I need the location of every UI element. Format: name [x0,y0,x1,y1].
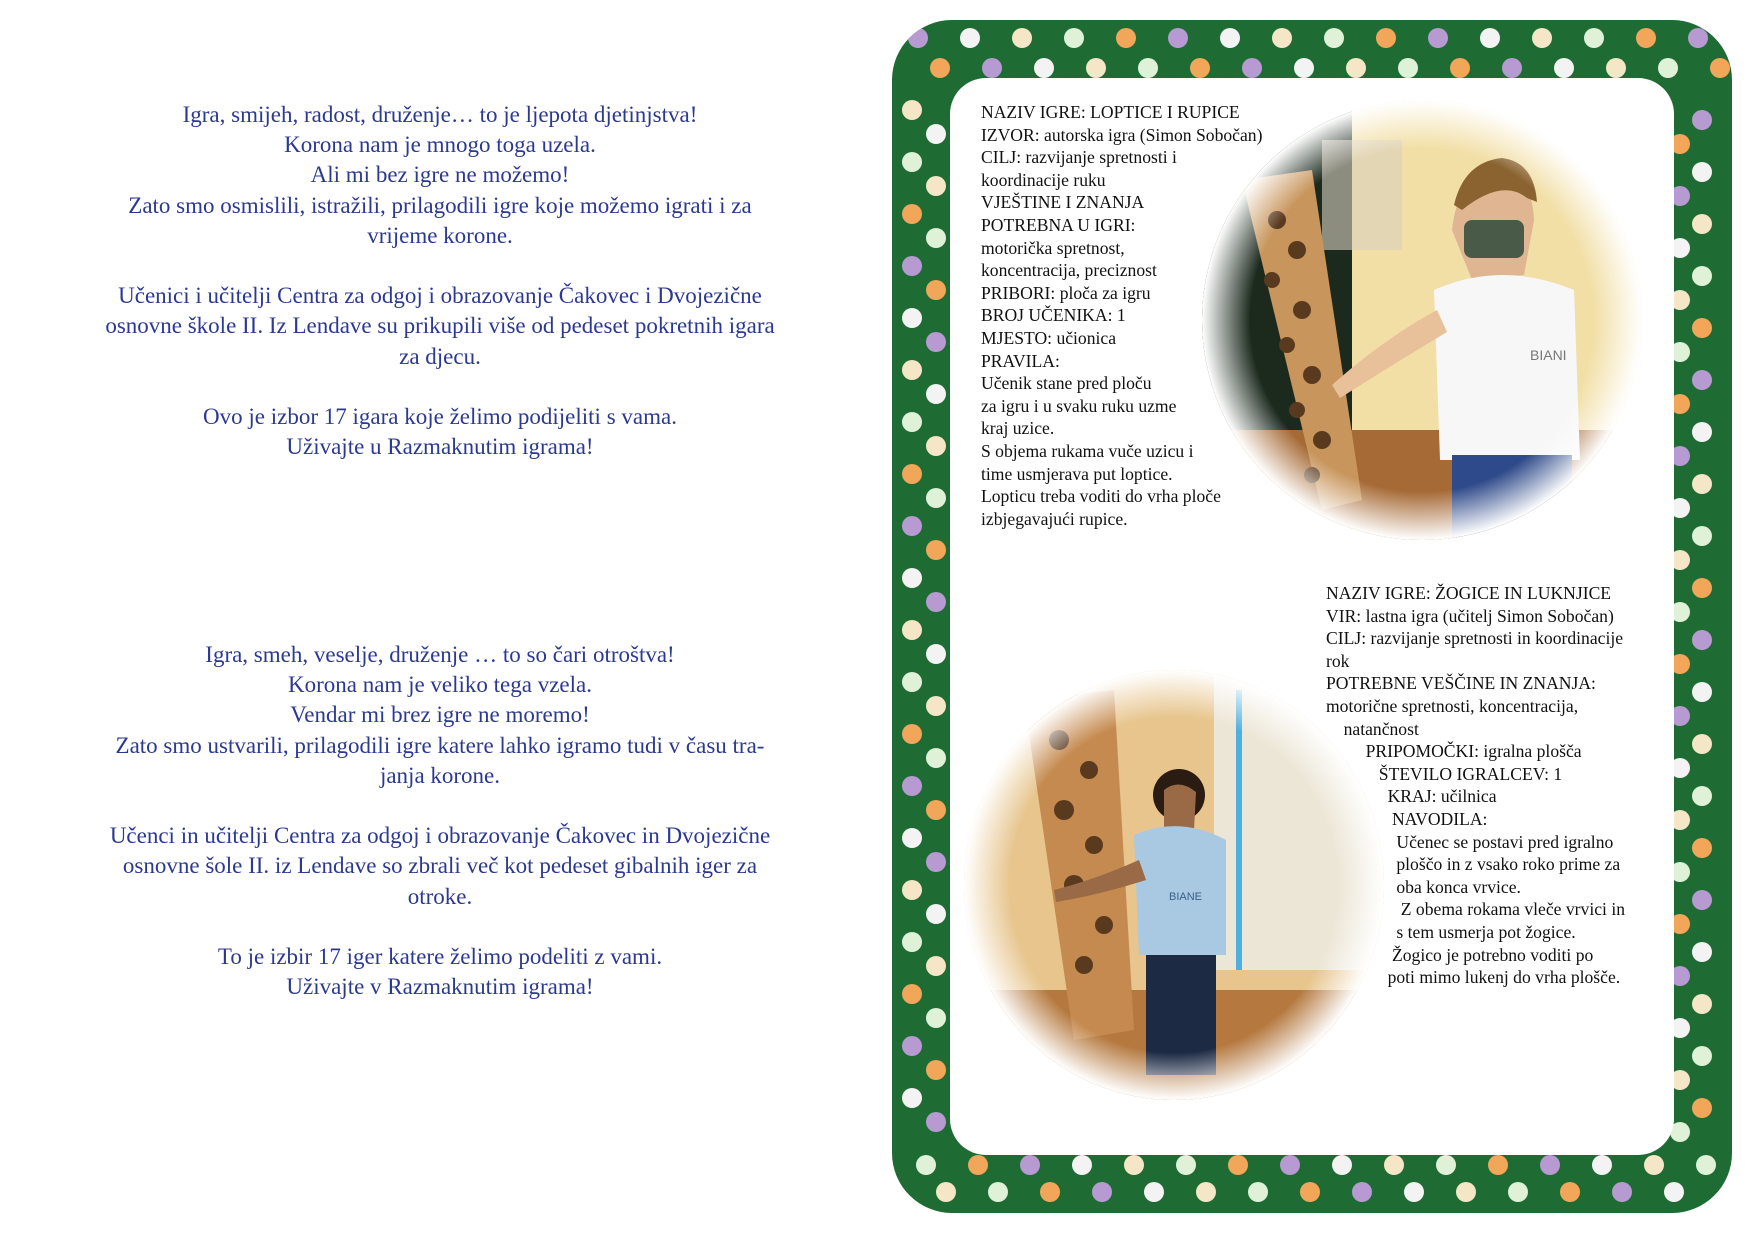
decorative-dot [1560,1182,1580,1202]
game-info-line: oba konca vrvice. [1326,876,1521,897]
decorative-dot [1696,1155,1716,1175]
decorative-dot [916,1155,936,1175]
decorative-dot [902,932,922,952]
game-info-line: NAVODILA: [1326,808,1488,829]
decorative-dot [936,1182,956,1202]
intro-line: Uživajte v Razmaknutim igrama! [286,974,594,1000]
decorative-dot [1554,58,1574,78]
decorative-dot [1352,1182,1372,1202]
decorative-dot [968,1155,988,1175]
intro-line: Korona nam je mnogo toga uzela. [284,132,596,158]
decorative-dot [926,956,946,976]
decorative-dot [1692,422,1712,442]
decorative-dot [1664,1182,1684,1202]
decorative-dot [1294,58,1314,78]
decorative-dot [902,152,922,172]
game-info-line: S objema rukama vuče uzicu i [981,440,1194,461]
intro-line: Ali mi bez igre ne možemo! [310,162,570,188]
decorative-dot [902,672,922,692]
decorative-dot [926,852,946,872]
decorative-dot [902,568,922,588]
game-info-line: PRAVILA: [981,350,1060,371]
intro-line: Zato smo osmislili, istražili, prilagodili igre koje možemo igrati i za [128,192,752,218]
decorative-dot [902,464,922,484]
decorative-dot [1688,28,1708,48]
intro-line: otroke. [407,883,473,909]
game-info-line: CILJ: razvijanje spretnosti in koordinacije [1326,628,1624,649]
decorative-dot [926,436,946,456]
decorative-dot [926,228,946,248]
decorative-dot [902,984,922,1004]
intro-line: janja korone. [379,762,501,788]
decorative-dot [926,176,946,196]
decorative-dot [1456,1182,1476,1202]
decorative-dot [902,776,922,796]
game-info-line: NAZIV IGRE: LOPTICE I RUPICE [981,102,1240,122]
game-info-line: PRIPOMOČKI: igralna plošča [1326,741,1582,762]
game-info-line: Lopticu treba voditi do vrha ploče [981,486,1221,507]
game-info-line: BROJ UČENIKA: 1 [981,305,1126,326]
decorative-dot [1092,1182,1112,1202]
decorative-dot [926,1060,946,1080]
game-info-line: ploščo in z vsako roko prime za [1326,854,1621,875]
game-info-line: rok [1326,650,1350,671]
decorative-dot [1636,28,1656,48]
decorative-dot [1124,1155,1144,1175]
game-info-line: IZVOR: autorska igra (Simon Sobočan) [981,124,1263,145]
decorative-dot [1346,58,1366,78]
intro-paragraph [60,100,820,251]
decorative-dot [1020,1155,1040,1175]
decorative-dot [1692,1098,1712,1118]
game-card [950,78,1674,1155]
decorative-dot [926,592,946,612]
decorative-dot [926,384,946,404]
decorative-dot [926,540,946,560]
decorative-dot [1242,58,1262,78]
decorative-dot [902,256,922,276]
decorative-dot [1612,1182,1632,1202]
decorative-dot [1116,28,1136,48]
decorative-dot [1692,734,1712,754]
game-info-line: VJEŠTINE I ZNANJA [981,192,1145,213]
decorative-dot [1450,58,1470,78]
decorative-dot [1692,838,1712,858]
intro-line: Igra, smijeh, radost, druženje… to je ljepota djetinjstva! [182,102,698,127]
decorative-dot [1692,110,1712,130]
decorative-dot [926,488,946,508]
game-info-line: ŠTEVILO IGRALCEV: 1 [1326,763,1563,784]
decorative-dot [902,880,922,900]
decorative-dot [902,360,922,380]
decorative-dot [1220,28,1240,48]
decorative-dot [1332,1155,1352,1175]
intro-line: Ovo je izbor 17 igara koje želimo podijeliti s vama. [203,404,677,429]
decorative-dot [926,1112,946,1132]
decorative-dot [1692,994,1712,1014]
decorative-dot [926,800,946,820]
decorative-dot [1692,214,1712,234]
intro-line: Vendar mi brez igre ne moremo! [290,702,590,728]
decorative-dot [902,828,922,848]
decorative-dot [1324,28,1344,48]
decorative-dot [1692,162,1712,182]
intro-paragraph [60,640,820,791]
decorative-dot [1508,1182,1528,1202]
decorative-dot [1168,28,1188,48]
decorative-dot [902,412,922,432]
decorative-dot [982,58,1002,78]
game-info-line: izbjegavajući rupice. [981,508,1128,529]
decorative-dot [1692,318,1712,338]
decorative-dot [1692,786,1712,806]
decorative-dot [1436,1155,1456,1175]
game-info-line: Učenik stane pred ploču [981,373,1152,394]
game-info-line: CILJ: razvijanje spretnosti i [981,147,1177,168]
intro-line: vrijeme korone. [367,222,513,248]
decorative-dot [1592,1155,1612,1175]
decorative-dot [1532,28,1552,48]
decorative-dot [1404,1182,1424,1202]
game-info-line: Z obema rokama vleče vrvici in [1326,899,1625,920]
decorative-dot [1012,28,1032,48]
decorative-dot [988,1182,1008,1202]
decorative-dot [926,1008,946,1028]
decorative-dot [930,58,950,78]
decorative-dot [1086,58,1106,78]
game-info-line: Učenec se postavi pred igralno [1326,831,1614,852]
game-info-line: POTREBNA U IGRI: [981,214,1136,235]
intro-line: Uživajte u Razmaknutim igrama! [286,434,594,460]
decorative-dot [1488,1155,1508,1175]
game-info-line: s tem usmerja pot žogice. [1326,921,1576,942]
photo-boy-at-board [1202,100,1642,540]
intro-line: osnovne šole II. iz Lendave so zbrali več kot pedeset gibalnih iger za [122,853,758,879]
decorative-dot [1176,1155,1196,1175]
croatian-intro-text [60,100,820,493]
decorative-dot [1658,58,1678,78]
intro-paragraph [60,821,820,912]
decorative-dot [1376,28,1396,48]
intro-line: To je izbir 17 iger katere želimo podeliti z vami. [217,944,663,969]
game-info-line: poti mimo lukenj do vrha plošče. [1326,967,1621,988]
decorative-dot [926,644,946,664]
intro-line: Korona nam je veliko tega vzela. [288,672,592,698]
decorative-dot [1692,266,1712,286]
decorative-dot [902,724,922,744]
decorative-dot [1190,58,1210,78]
decorative-dot [908,28,928,48]
decorative-dot [926,280,946,300]
decorative-dot [1280,1155,1300,1175]
decorative-dot [1644,1155,1664,1175]
game-info-line: kraj uzice. [981,418,1055,439]
decorative-dot [1606,58,1626,78]
decorative-dot [902,100,922,120]
decorative-dot [926,696,946,716]
game-info-line: POTREBNE VEŠČINE IN ZNANJA: [1326,673,1596,694]
decorative-dot [1692,630,1712,650]
decorative-dot [1248,1182,1268,1202]
game-info-line: NAZIV IGRE: ŽOGICE IN LUKNJICE [1326,583,1612,603]
decorative-dot [1584,28,1604,48]
game-info-line: natančnost [1326,718,1419,739]
game-info-line: MJESTO: učionica [981,327,1117,348]
game2-description [1326,582,1625,989]
game-info-line: PRIBORI: ploča za igru [981,282,1151,303]
game-info-line: motorička spretnost, [981,237,1125,258]
game-info-line: Žogico je potrebno voditi po [1326,944,1594,965]
decorative-dot [1072,1155,1092,1175]
decorative-dot [960,28,980,48]
decorative-dot [902,308,922,328]
decorative-dot [1692,890,1712,910]
decorative-dot [902,1036,922,1056]
decorative-dot [1692,1046,1712,1066]
decorative-dot [1300,1182,1320,1202]
decorative-dot [1138,58,1158,78]
decorative-dot [1480,28,1500,48]
intro-line: za djecu. [399,343,481,369]
intro-line: Igra, smeh, veselje, druženje … to so čari otroštva! [205,642,675,667]
slovenian-intro-text [60,640,820,1033]
decorative-dot [1692,370,1712,390]
decorative-dot [1034,58,1054,78]
decorative-dot [1398,58,1418,78]
decorative-dot [926,332,946,352]
decorative-dot [1692,942,1712,962]
decorative-dot [1064,28,1084,48]
photo-child-at-board [964,670,1384,1100]
decorative-dot [1540,1155,1560,1175]
decorative-dot [1144,1182,1164,1202]
intro-line: osnovne škole II. Iz Lendave su prikupili više od pedeset pokretnih igara [105,313,775,339]
decorative-dot [902,1088,922,1108]
intro-line: Učenici i učitelji Centra za odgoj i obrazovanje Čakovec i Dvojezične [118,283,762,309]
game-info-line: za igru i u svaku ruku uzme [981,395,1177,416]
decorative-dot [926,748,946,768]
decorative-dot [1692,526,1712,546]
decorative-dot [1228,1155,1248,1175]
decorative-dot [1692,474,1712,494]
polka-dot-frame [892,20,1732,1213]
decorative-dot [902,516,922,536]
decorative-dot [1040,1182,1060,1202]
decorative-dot [1710,58,1730,78]
decorative-dot [1384,1155,1404,1175]
decorative-dot [902,204,922,224]
decorative-dot [926,124,946,144]
intro-paragraph [60,281,820,372]
decorative-dot [1692,578,1712,598]
decorative-dot [902,620,922,640]
decorative-dot [1692,682,1712,702]
game-info-line: time usmjerava put loptice. [981,463,1173,484]
intro-paragraph [60,942,820,1002]
decorative-dot [1272,28,1292,48]
intro-paragraph [60,402,820,462]
game-info-line: koncentracija, preciznost [981,260,1157,281]
game-info-line: motorične spretnosti, koncentracija, [1326,695,1579,716]
decorative-dot [1502,58,1522,78]
decorative-dot [926,904,946,924]
intro-line: Učenci in učitelji Centra za odgoj i obrazovanje Čakovec in Dvojezične [109,823,771,849]
decorative-dot [1428,28,1448,48]
game-info-line: VIR: lastna igra (učitelj Simon Sobočan) [1326,605,1614,626]
intro-line: Zato smo ustvarili, prilagodili igre katere lahko igramo tudi v času tra- [115,732,765,758]
game-info-line: KRAJ: učilnica [1326,786,1497,807]
decorative-dot [1196,1182,1216,1202]
game-info-line: koordinacije ruku [981,169,1106,190]
